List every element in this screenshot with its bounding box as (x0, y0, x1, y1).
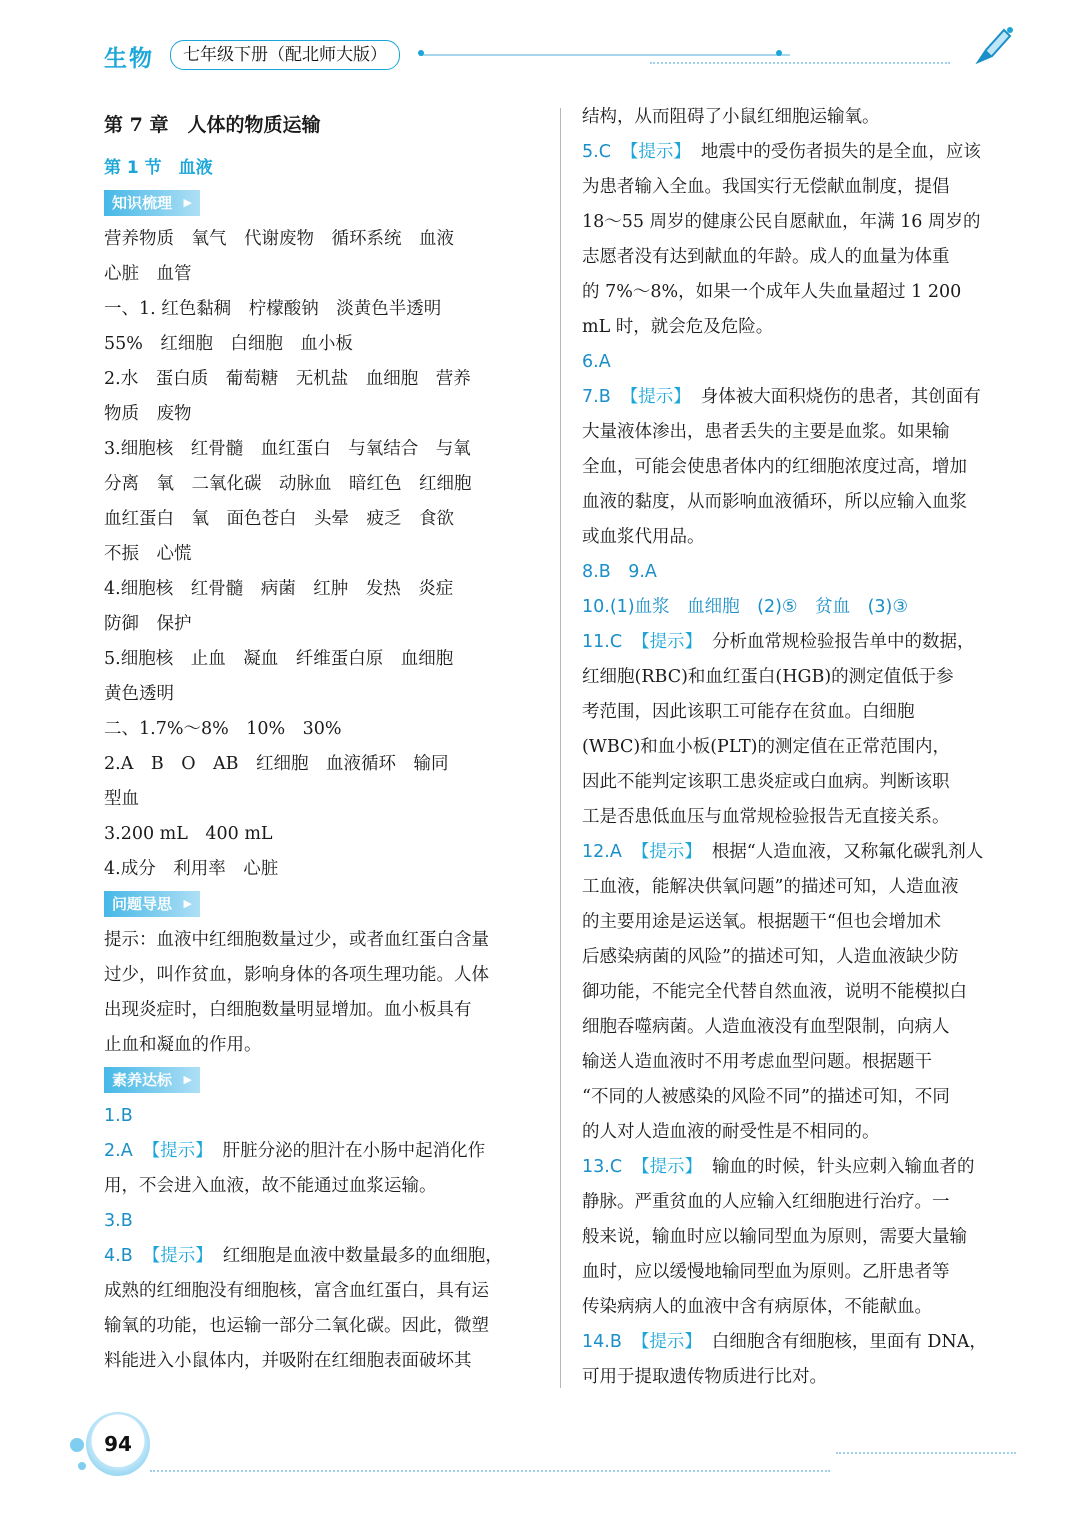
knowledge-line: 型血 (104, 789, 139, 809)
knowledge-list (104, 222, 544, 887)
question-tag: 问题导思 ▶ (104, 891, 200, 917)
answer-line: 红细胞(RBC)和血红蛋白(HGB)的测定值低于参 (582, 667, 954, 687)
answer-line: 考范围，因此该职工可能存在贫血。白细胞 (582, 702, 915, 722)
answer-7 (582, 380, 1018, 555)
subject-title: 生物 (104, 46, 154, 72)
answer-5 (582, 135, 1018, 345)
answer-key: 14.B (582, 1332, 622, 1352)
answer-line: 输送人造血液时不用考虑血型问题。根据题干 (582, 1052, 932, 1072)
knowledge-line: 一、1. 红色黏稠 柠檬酸钠 淡黄色半透明 (104, 299, 442, 319)
question-hint (104, 923, 544, 1063)
answer-line: mL 时，就会危及危险。 (582, 317, 774, 337)
hint-label: 【 提示 】 (617, 380, 695, 415)
answer-10: 10.(1)血浆 血细胞 (2)⑤ 贫血 (3)③ (582, 597, 909, 617)
knowledge-line: 2.A B O AB 红细胞 血液循环 输同 (104, 754, 449, 774)
answer-line: 后感染病菌的风险”的描述可知，人造血液缺少防 (582, 947, 959, 967)
knowledge-line: 4.细胞核 红骨髓 病菌 红肿 发热 炎症 (104, 579, 454, 599)
answer-line: 或血浆代用品。 (582, 527, 705, 547)
knowledge-line: 物质 废物 (104, 404, 192, 424)
page-number: 94 (86, 1412, 150, 1476)
answer-line: 输氧的功能，也运输一部分二氧化碳。因此，微塑 (104, 1316, 489, 1336)
answer-8-9: 8.B 9.A (582, 562, 657, 582)
answer-key: 12.A (582, 842, 622, 862)
header-dot (418, 50, 424, 56)
answer-key: 2.A (104, 1141, 133, 1161)
answer-1: 1.B (104, 1106, 133, 1126)
left-column (104, 100, 544, 1379)
knowledge-line: 营养物质 氧气 代谢废物 循环系统 血液 (104, 229, 454, 249)
knowledge-line: 心脏 血管 (104, 264, 192, 284)
answer-line: 工是否患低血压与血常规检验报告无直接关系。 (582, 807, 950, 827)
knowledge-line: 防御 保护 (104, 614, 192, 634)
knowledge-tag: 知识梳理 ▶ (104, 190, 200, 216)
header-dotted-rule (650, 62, 950, 64)
answer-line: 的 7%～8%，如果一个成年人失血量超过 1 200 (582, 282, 962, 302)
right-column (582, 100, 1018, 1395)
knowledge-line: 血红蛋白 氧 面色苍白 头晕 疲乏 食欲 (104, 509, 454, 529)
answer-line: 的人对人造血液的耐受性是不相同的。 (582, 1122, 880, 1142)
answer-line: 的主要用途是运送氧。根据题干“但也会增加术 (582, 912, 941, 932)
knowledge-line: 55% 红细胞 白细胞 血小板 (104, 334, 353, 354)
answer-line: 7.B【 提示 】 身体被大面积烧伤的患者，其创面有 (582, 380, 1018, 415)
bubble-decoration (78, 1462, 86, 1470)
answer-line: 静脉。严重贫血的人应输入红细胞进行治疗。一 (582, 1192, 950, 1212)
hint-label: 【 提示 】 (628, 1150, 706, 1185)
question-line: 出现炎症时，白细胞数量明显增加。血小板具有 (104, 1000, 472, 1020)
answer-line: 血时，应以缓慢地输同型血为原则。乙肝患者等 (582, 1262, 950, 1282)
answer-14 (582, 1325, 1018, 1395)
hint-label: 【 提示 】 (628, 625, 706, 660)
answer-line: 志愿者没有达到献血的年龄。成人的血量为体重 (582, 247, 950, 267)
answer-line: 11.C【 提示 】 分析血常规检验报告单中的数据， (582, 625, 1018, 660)
answer-key: 5.C (582, 142, 611, 162)
answer-key: 7.B (582, 387, 611, 407)
answer-line: 大量液体渗出，患者丢失的主要是血浆。如果输 (582, 422, 950, 442)
answer-13 (582, 1150, 1018, 1325)
knowledge-line: 黄色透明 (104, 684, 174, 704)
answer-4-continued: 结构，从而阻碍了小鼠红细胞运输氧。 (582, 107, 880, 127)
footer-dotted-rule (150, 1470, 830, 1472)
answer-key: 4.B (104, 1246, 133, 1266)
answer-line: 御功能，不能完全代替自然血液，说明不能模拟白 (582, 982, 967, 1002)
hint-label: 【 提示 】 (139, 1134, 217, 1169)
answer-4 (104, 1239, 544, 1379)
answer-line: 4.B【 提示 】 红细胞是血液中数量最多的血细胞， (104, 1239, 544, 1274)
pen-icon (972, 24, 1016, 66)
answer-11 (582, 625, 1018, 835)
answer-line: 13.C【 提示 】 输血的时候，针头应刺入输血者的 (582, 1150, 1018, 1185)
answer-2 (104, 1134, 544, 1204)
answer-line: 血液的黏度，从而影响血液循环，所以应输入血浆 (582, 492, 967, 512)
answer-3: 3.B (104, 1211, 133, 1231)
answer-line: (WBC)和血小板(PLT)的测定值在正常范围内， (582, 737, 951, 757)
page-header (0, 0, 1072, 80)
section-title: 第 1 节 血液 (104, 158, 213, 178)
answer-line: 5.C【 提示 】 地震中的受伤者损失的是全血，应该 (582, 135, 1018, 170)
knowledge-line: 2.水 蛋白质 葡萄糖 无机盐 血细胞 营养 (104, 369, 471, 389)
header-dot (776, 50, 782, 56)
answer-line: 可用于提取遗传物质进行比对。 (582, 1367, 827, 1387)
question-line: 过少，叫作贫血，影响身体的各项生理功能。人体 (104, 965, 489, 985)
question-line: 止血和凝血的作用。 (104, 1035, 262, 1055)
grade-badge: 七年级下册（配北师大版） (170, 40, 400, 70)
knowledge-line: 不振 心慌 (104, 544, 192, 564)
answer-line: 12.A【 提示 】 根据“人造血液，又称氟化碳乳剂人 (582, 835, 1018, 870)
knowledge-line: 5.细胞核 止血 凝血 纤维蛋白原 血细胞 (104, 649, 454, 669)
answer-6: 6.A (582, 352, 611, 372)
answer-line: 成熟的红细胞没有细胞核，富含血红蛋白，具有运 (104, 1281, 489, 1301)
answer-line: 全血，可能会使患者体内的红细胞浓度过高，增加 (582, 457, 967, 477)
answer-line: 因此不能判定该职工患炎症或白血病。判断该职 (582, 772, 950, 792)
answer-line: 般来说，输血时应以输同型血为原则，需要大量输 (582, 1227, 967, 1247)
answer-line: 用，不会进入血液，故不能通过血浆运输。 (104, 1176, 437, 1196)
answer-key: 13.C (582, 1157, 623, 1177)
answer-line: 工血液，能解决供氧问题”的描述可知，人造血液 (582, 877, 959, 897)
answer-line: 料能进入小鼠体内，并吸附在红细胞表面破坏其 (104, 1351, 472, 1371)
column-divider (560, 108, 561, 1388)
answer-line: “不同的人被感染的风险不同”的描述可知，不同 (582, 1087, 950, 1107)
answer-line: 为患者输入全血。我国实行无偿献血制度，提倡 (582, 177, 950, 197)
chapter-title: 第 7 章 人体的物质运输 (104, 114, 321, 136)
answer-line: 细胞吞噬病菌。人造血液没有血型限制，向病人 (582, 1017, 950, 1037)
bubble-decoration (70, 1438, 84, 1452)
hint-label: 【 提示 】 (617, 135, 695, 170)
answer-line: 14.B【 提示 】 白细胞含有细胞核，里面有 DNA， (582, 1325, 1018, 1360)
answer-line: 传染病病人的血液中含有病原体，不能献血。 (582, 1297, 932, 1317)
answer-key: 11.C (582, 632, 623, 652)
knowledge-line: 分离 氧 二氧化碳 动脉血 暗红色 红细胞 (104, 474, 472, 494)
knowledge-line: 4.成分 利用率 心脏 (104, 859, 279, 879)
header-rule (420, 54, 790, 56)
answer-12 (582, 835, 1018, 1150)
knowledge-line: 3.细胞核 红骨髓 血红蛋白 与氧结合 与氧 (104, 439, 471, 459)
quality-tag: 素养达标 ▶ (104, 1067, 200, 1093)
hint-label: 【 提示 】 (628, 1325, 706, 1360)
hint-label: 【 提示 】 (628, 835, 706, 870)
knowledge-line: 二、1.7%～8% 10% 30% (104, 719, 342, 739)
knowledge-line: 3.200 mL 400 mL (104, 824, 273, 844)
question-line: 提示：血液中红细胞数量过少，或者血红蛋白含量 (104, 930, 489, 950)
answer-line: 2.A【 提示 】 肝脏分泌的胆汁在小肠中起消化作 (104, 1134, 544, 1169)
footer-dotted-rule (836, 1452, 1016, 1454)
hint-label: 【 提示 】 (139, 1239, 217, 1274)
answer-line: 18～55 周岁的健康公民自愿献血，年满 16 周岁的 (582, 212, 981, 232)
